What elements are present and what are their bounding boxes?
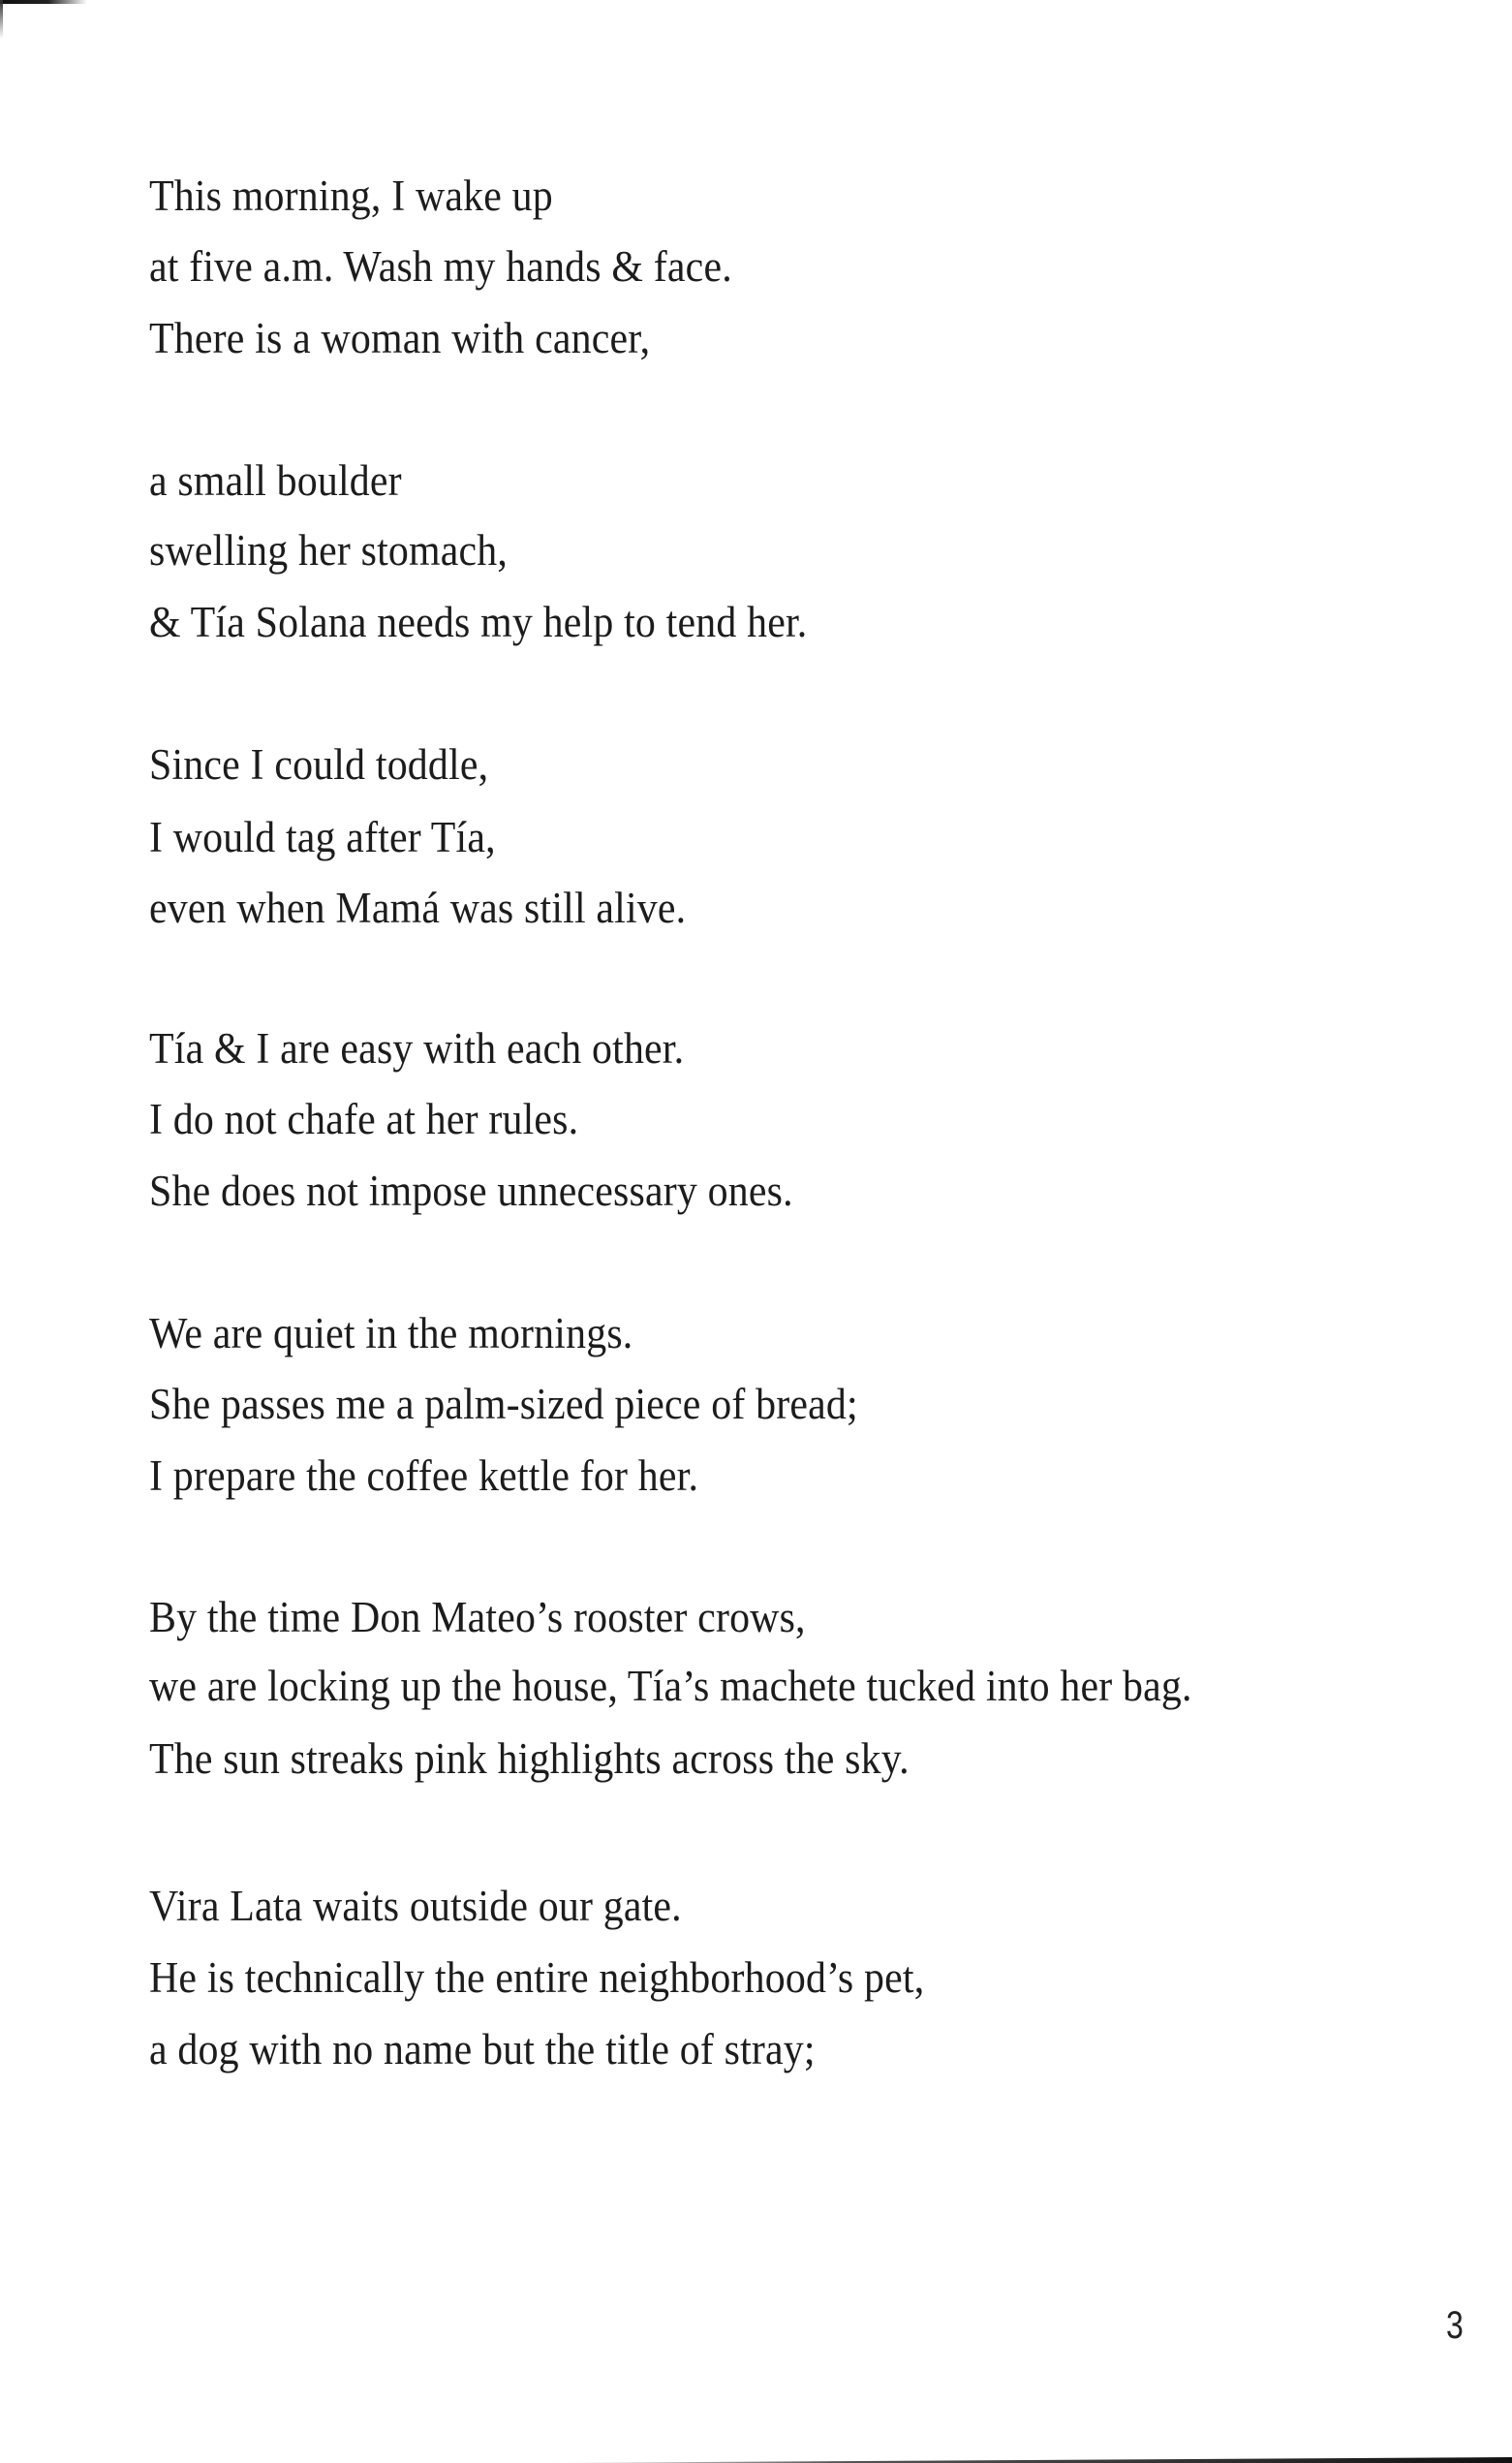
poem-line: By the time Don Mateo’s rooster crows, [149, 1593, 806, 1641]
poem-line: I do not chafe at her rules. [149, 1095, 579, 1143]
poem-line: at five a.m. Wash my hands & face. [149, 242, 732, 291]
poem-line: even when Mamá was still alive. [149, 884, 687, 932]
poem-line: Tía & I are easy with each other. [149, 1024, 685, 1073]
poem-line: a small boulder [149, 456, 402, 505]
poem-line: She does not impose unnecessary ones. [149, 1167, 793, 1215]
poem-line: a dog with no name but the title of stray; [149, 2025, 816, 2073]
poem-line: Vira Lata waits outside our gate. [149, 1882, 682, 1930]
page-number: 3 [1446, 2304, 1464, 2347]
poem-line: We are quiet in the mornings. [149, 1309, 633, 1357]
poem-line: I would tag after Tía, [149, 813, 496, 861]
poem-line: we are locking up the house, Tía’s machete tucked into her bag. [149, 1662, 1192, 1710]
poem-line: He is technically the entire neighborhood’s pet, [149, 1953, 925, 2002]
scan-edge-left [0, 0, 3, 39]
poem-line: Since I could toddle, [149, 740, 489, 789]
poem-line: The sun streaks pink highlights across the sky. [149, 1734, 910, 1783]
poem-line: swelling her stomach, [149, 526, 509, 575]
poem-line: She passes me a palm-sized piece of bread; [149, 1380, 858, 1428]
poem-line: I prepare the coffee kettle for her. [149, 1451, 699, 1500]
poem-line: This morning, I wake up [149, 171, 553, 220]
scan-edge-bottom [543, 2457, 1512, 2463]
scan-edge-top [0, 0, 87, 4]
poem-line: & Tía Solana needs my help to tend her. [149, 598, 808, 646]
poem-line: There is a woman with cancer, [149, 314, 651, 362]
